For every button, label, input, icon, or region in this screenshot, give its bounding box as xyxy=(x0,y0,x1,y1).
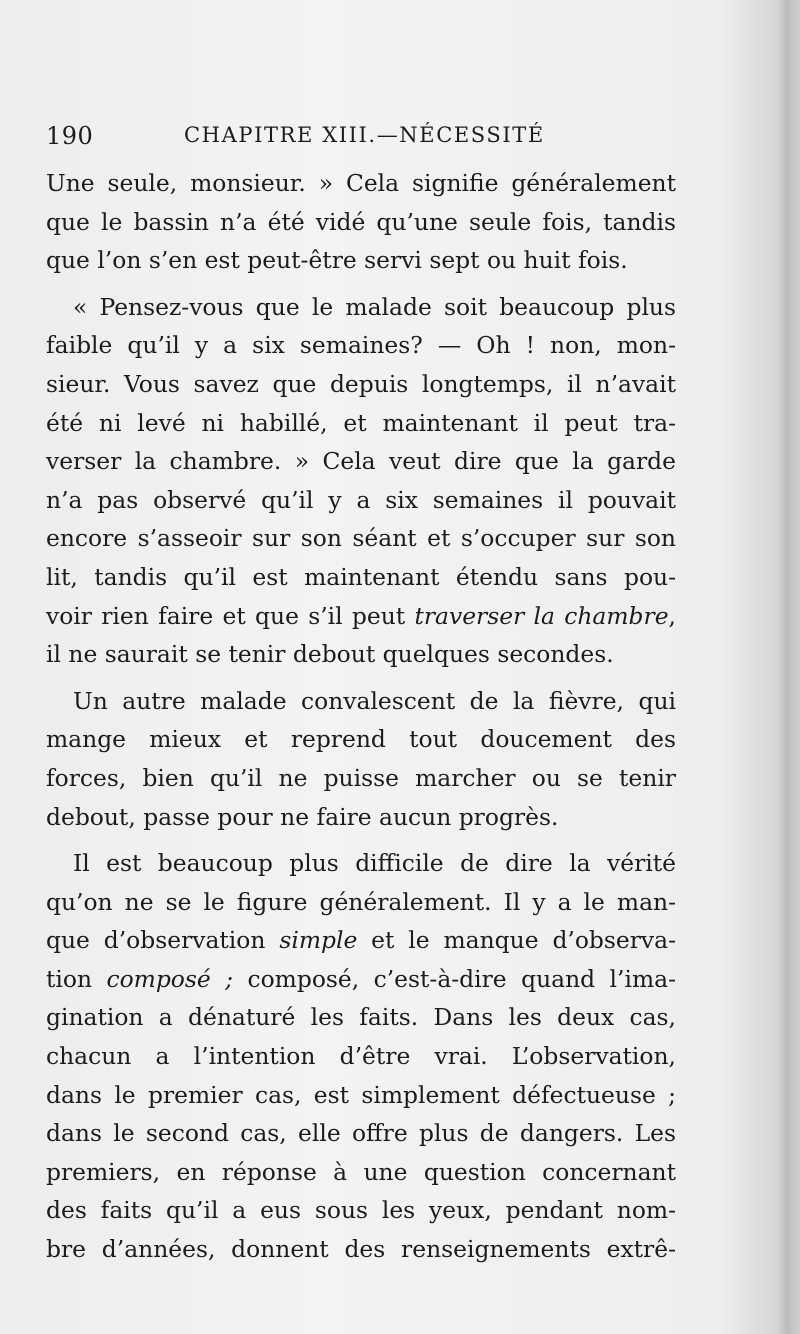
text-line xyxy=(46,921,676,960)
text-run: voir rien faire et que s’il peut xyxy=(46,601,415,630)
text-line: des faits qu’il a eus sous les yeux, pendant nom- xyxy=(46,1196,676,1225)
text-line: debout, passe pour ne faire aucun progrès. xyxy=(46,802,559,831)
page-header xyxy=(46,122,676,158)
text-line: chacun a l’intention d’être vrai. L’observation, xyxy=(46,1042,676,1071)
text-line: dans le premier cas, est simplement défectueuse ; xyxy=(46,1080,676,1109)
text-line: que le bassin n’a été vidé qu’une seule fois, tandis xyxy=(46,207,676,236)
text-line: Un autre malade convalescent de la fièvre, qui xyxy=(73,686,676,715)
italic-text: simple xyxy=(279,926,358,955)
text-line: n’a pas observé qu’il y a six semaines il pouvait xyxy=(46,485,676,514)
text-line xyxy=(46,597,676,636)
text-line: « Pensez-vous que le malade soit beaucoup plus xyxy=(73,292,676,321)
text-line: encore s’asseoir sur son séant et s’occuper sur son xyxy=(46,524,676,553)
text-line: qu’on ne se le figure généralement. Il y a le man- xyxy=(46,887,676,916)
text-line: forces, bien qu’il ne puisse marcher ou se tenir xyxy=(46,763,676,792)
text-line: Il est beaucoup plus difficile de dire la vérité xyxy=(73,849,676,878)
text-line: bre d’années, donnent des renseignements extrê- xyxy=(46,1235,676,1264)
text-line: Une seule, monsieur. » Cela signifie généralement xyxy=(46,169,676,197)
text-run: composé, c’est-à-dire quand l’ima- xyxy=(233,964,676,993)
page-number: 190 xyxy=(46,122,94,150)
text-line: gination a dénaturé les faits. Dans les deux cas, xyxy=(46,1003,676,1032)
text-line: que l’on s’en est peut-être servi sept ou huit fois. xyxy=(46,246,628,275)
text-run: que d’observation xyxy=(46,926,280,955)
text-run: et le manque d’observa- xyxy=(357,926,676,955)
text-line: été ni levé ni habillé, et maintenant il peut tra- xyxy=(46,408,676,437)
italic-text: composé ; xyxy=(106,964,234,993)
text-line: mange mieux et reprend tout doucement des xyxy=(46,725,676,754)
running-head: CHAPITRE XIII.—NÉCESSITÉ xyxy=(184,123,545,147)
text-line: dans le second cas, elle offre plus de dangers. Les xyxy=(46,1119,676,1148)
body-text xyxy=(46,164,676,1269)
italic-text: traverser la chambre xyxy=(414,601,669,630)
text-line xyxy=(46,960,676,999)
text-line: verser la chambre. » Cela veut dire que la garde xyxy=(46,447,676,476)
text-line: faible qu’il y a six semaines? — Oh ! non, mon- xyxy=(46,331,676,360)
text-line: il ne saurait se tenir debout quelques secondes. xyxy=(46,640,614,669)
text-line: lit, tandis qu’il est maintenant étendu sans pou- xyxy=(46,562,676,591)
text-run: tion xyxy=(46,964,107,993)
text-run: , xyxy=(668,601,676,630)
text-line: premiers, en réponse à une question concernant xyxy=(46,1157,676,1186)
page-binding-edge xyxy=(776,0,800,1334)
text-line: sieur. Vous savez que depuis longtemps, il n’avait xyxy=(46,369,676,398)
